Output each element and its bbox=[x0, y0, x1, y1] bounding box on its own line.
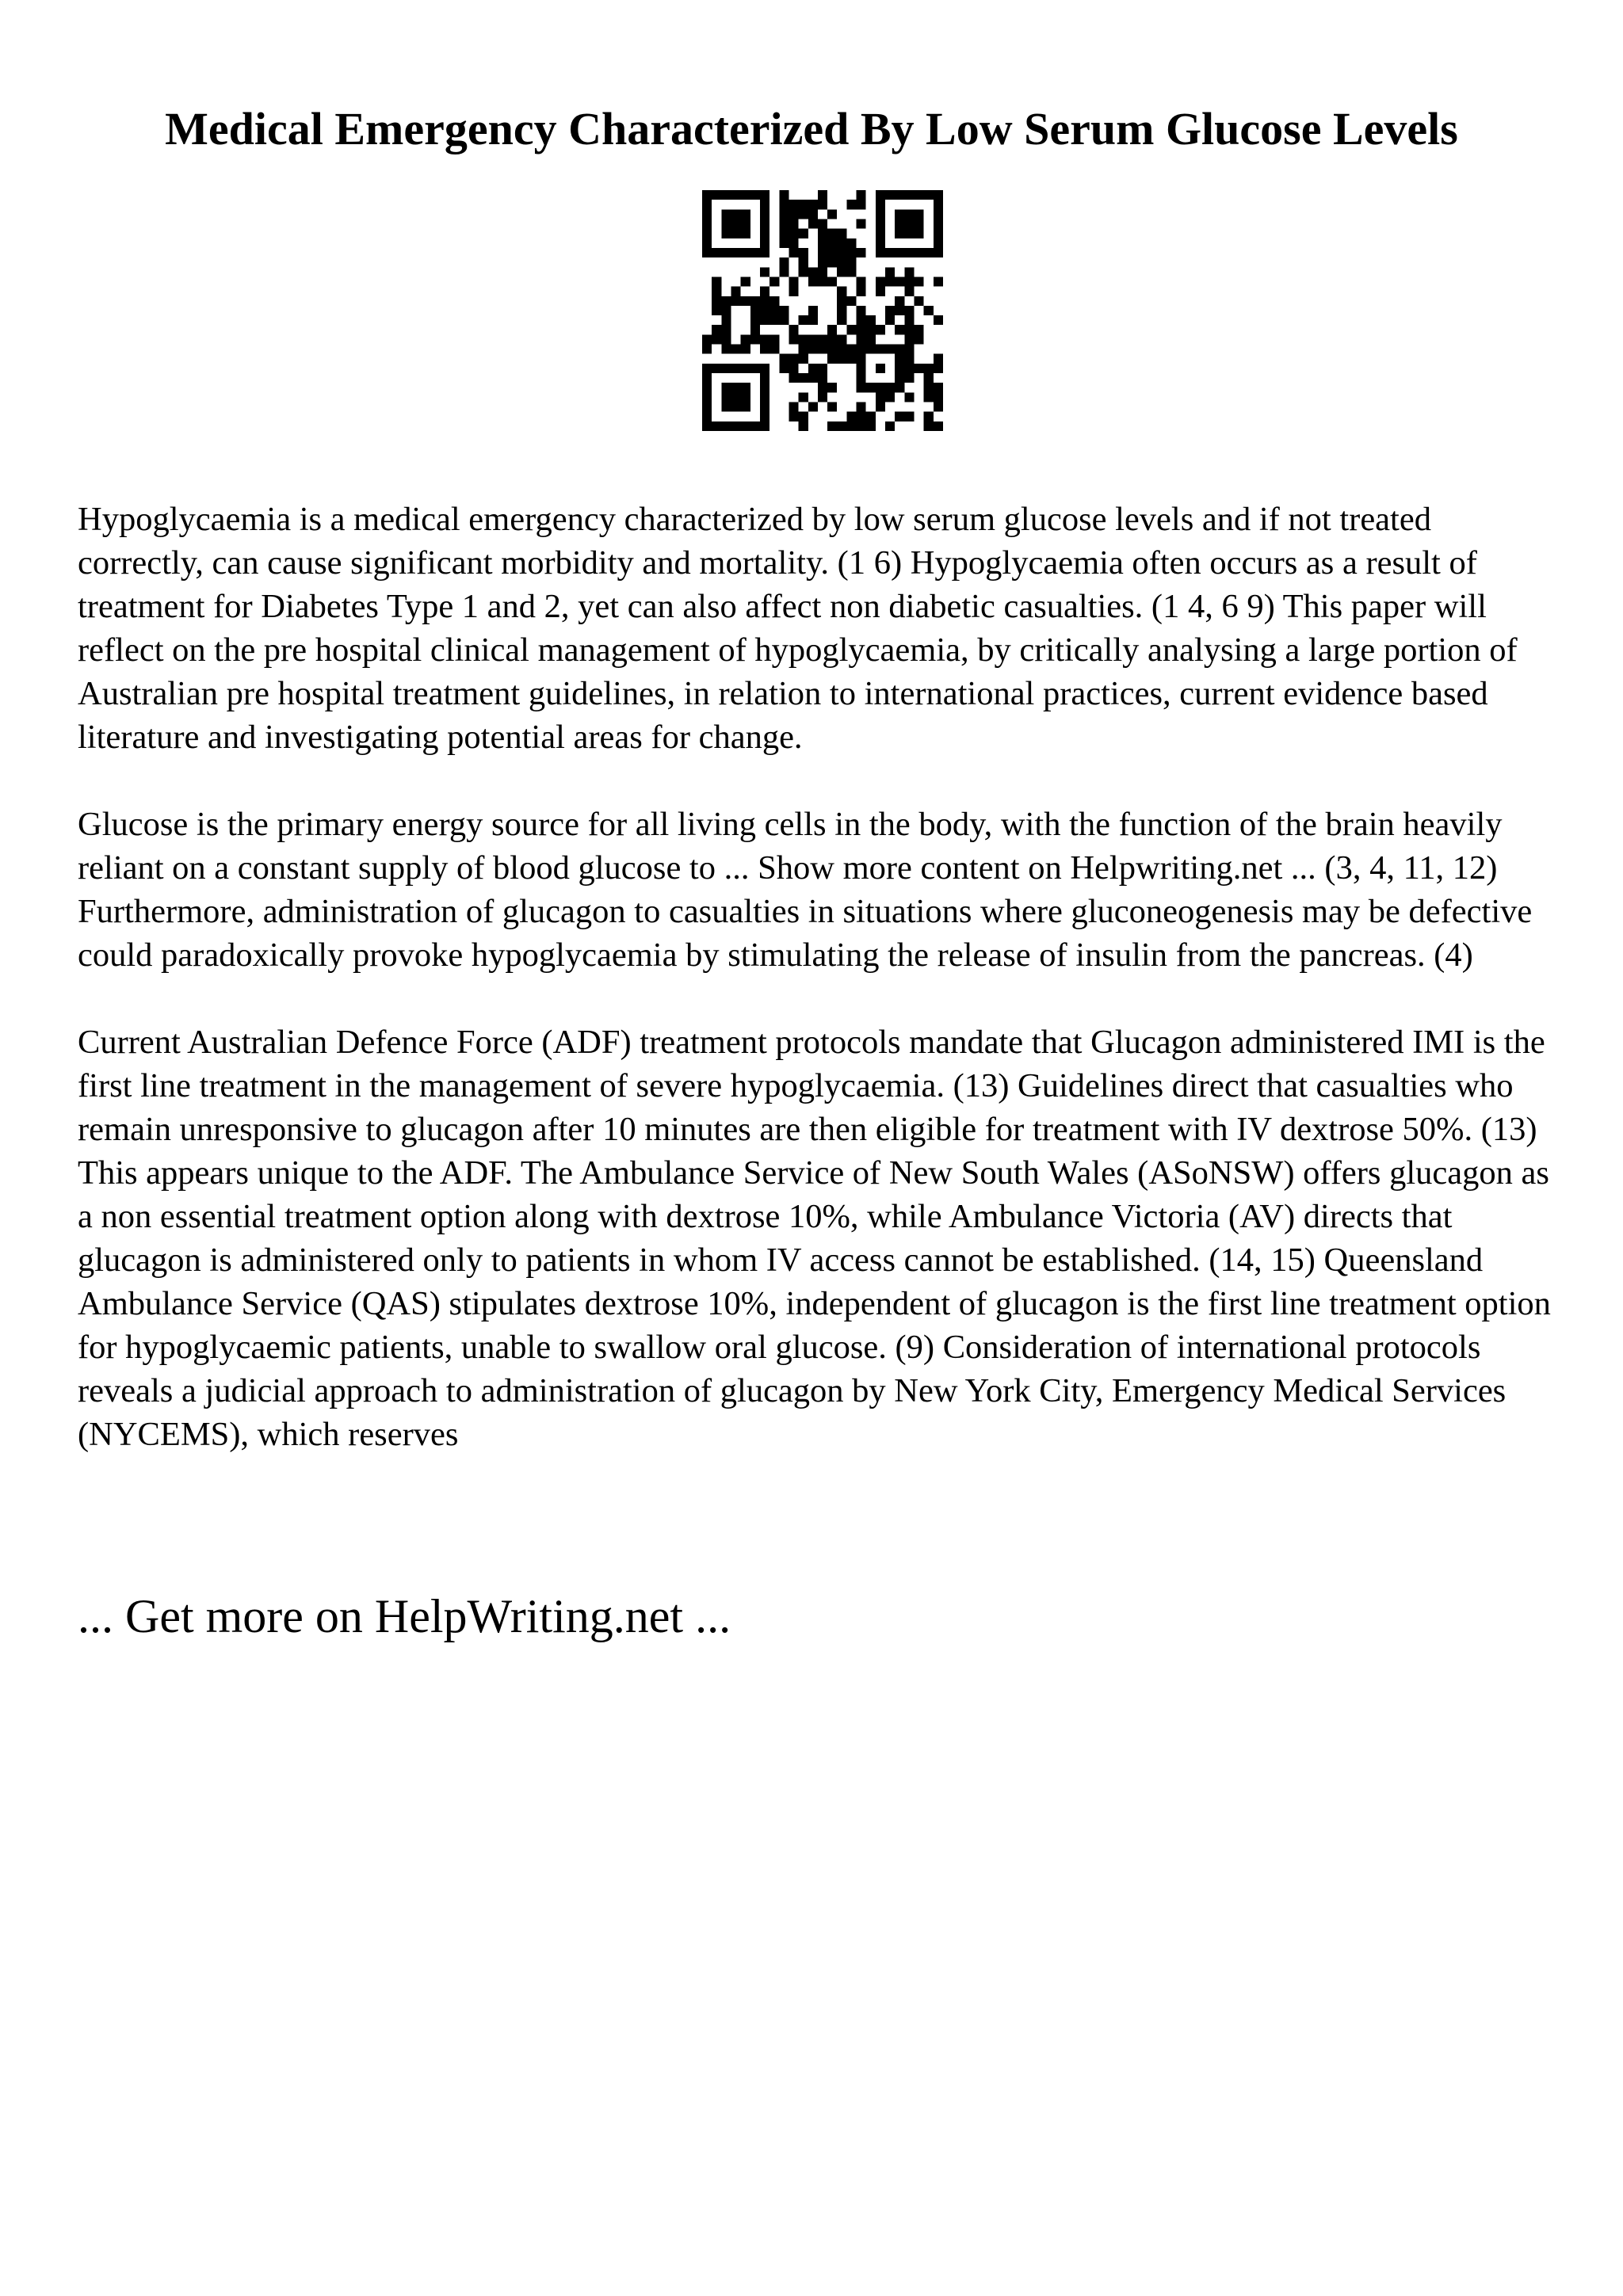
document-title: Medical Emergency Characterized By Low Serum Glucose Levels bbox=[165, 103, 1458, 154]
body-text bbox=[78, 498, 1556, 1500]
paragraph-2: Glucose is the primary energy source for all living cells in the body, with the function of the brain heavily reliant on a constant supply of blood glucose to ... Show more content on Helpwriting.net ... (3, 4, 11, 12) Furthermore, administration of glucagon to casualties in situations where gluconeogenesis may be defective could paradoxically provoke hypoglycaemia by stimulating the release of insulin from the pancreas. (4) bbox=[78, 806, 1533, 974]
paragraph-1: Hypoglycaemia is a medical emergency characterized by low serum glucose levels and if not treated correctly, can cause significant morbidity and mortality. (1 6) Hypoglycaemia often occurs as a result of treatment for Diabetes Type 1 and 2, yet can also affect non diabetic casualties. (1 4, 6 9) This paper will reflect on the pre hospital clinical management of hypoglycaemia, by critically analysing a large portion of Australian pre hospital treatment guidelines, in relation to international practices, current evidence based literature and investigating potential areas for change. bbox=[78, 501, 1518, 756]
paragraph-3: Current Australian Defence Force (ADF) treatment protocols mandate that Glucagon administered IMI is the first line treatment in the management of severe hypoglycaemia. (13) Guidelines direct that casualties who remain unresponsive to glucagon after 10 minutes are then eligible for treatment with IV dextrose 50%. (13) This appears unique to the ADF. The Ambulance Service of New South Wales (ASoNSW) offers glucagon as a non essential treatment option along with dextrose 10%, while Ambulance Victoria (AV) directs that glucagon is administered only to patients in whom IV access cannot be established. (14, 15) Queensland Ambulance Service (QAS) stipulates dextrose 10%, independent of glucagon is the first line treatment option for hypoglycaemic patients, unable to swallow oral glucose. (9) Consideration of international protocols reveals a judicial approach to administration of glucagon by New York City, Emergency Medical Services (NYCEMS), which reserves bbox=[78, 1024, 1551, 1453]
get-more-link[interactable]: ... Get more on HelpWriting.net ... bbox=[78, 1590, 731, 1642]
qr-code-icon bbox=[702, 190, 943, 431]
